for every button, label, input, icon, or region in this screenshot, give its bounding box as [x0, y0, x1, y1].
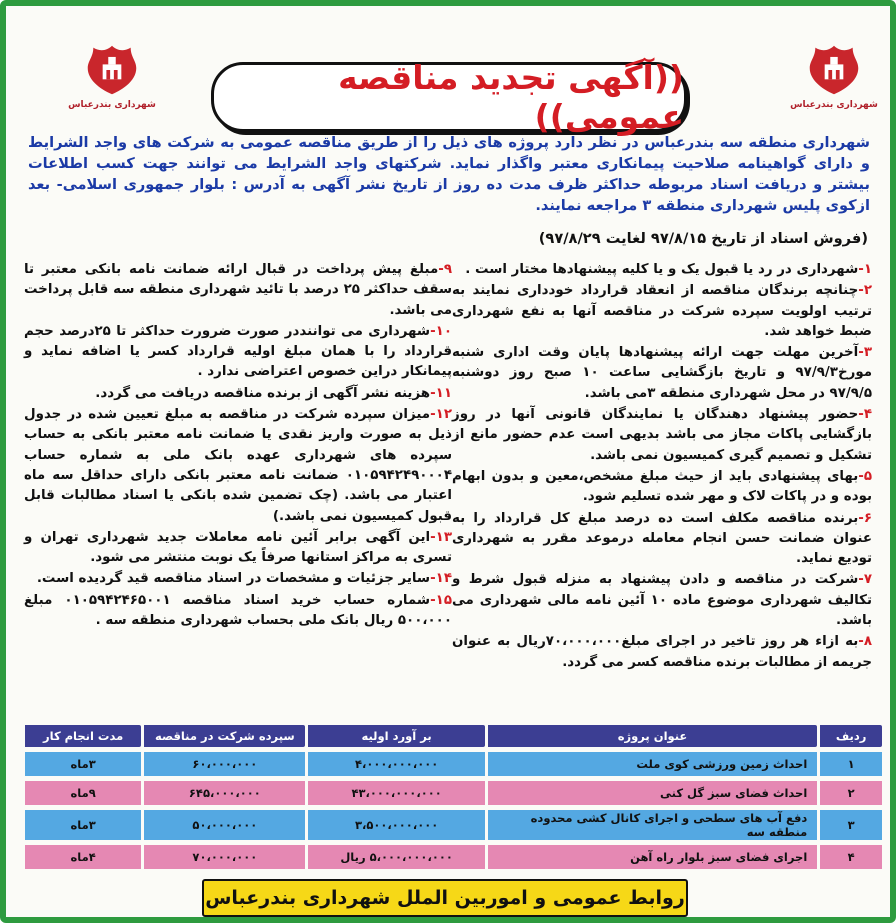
clause: ۸-به ازاء هر روز تاخیر در اجرای مبلغ۷۰،۰۰۰،۰۰۰ریال به عنوان جریمه از مطالبات برنده مناقصه کسر می گردد.	[452, 634, 872, 670]
clause: ۱۴-سایر جزئیات و مشخصات در اسناد مناقصه قید گردیده است.	[36, 571, 452, 587]
cell-estimate: ۳،۵۰۰،۰۰۰،۰۰۰	[305, 810, 484, 840]
sale-dates: (فروش اسناد از تاریخ ۹۷/۸/۱۵ لغایت ۹۷/۸/۲۹)	[538, 230, 868, 247]
clause: ۵-بهای پیشنهادی باید از حیث مبلغ مشخص،معین و بدون ابهام بوده و در پاکات لاک و مهر شده تسلیم شود.	[452, 468, 872, 505]
footer-banner	[202, 879, 688, 917]
clause: ۶-برنده مناقصه مکلف است ده درصد مبلغ کل قرارداد را به عنوان ضمانت حسن انجام معامله درموعد مقرر به شهرداری تودیع نماید.	[452, 510, 872, 567]
cell-estimate: ۴،۰۰۰،۰۰۰،۰۰۰	[305, 752, 484, 776]
municipality-logo-right	[788, 42, 880, 132]
footer-text: روابط عمومی و اموربین الملل شهرداری بندرعباس	[205, 887, 685, 909]
clauses-right-column	[452, 260, 872, 674]
cell-project: دفع آب های سطحی و اجرای کانال کشی محدوده منطقه سه	[485, 810, 818, 840]
cell-deposit: ۶۰،۰۰۰،۰۰۰	[141, 752, 305, 776]
col-header-duration: مدت انجام کار	[22, 725, 141, 747]
clauses-left-column	[24, 260, 452, 632]
municipality-logo-left	[66, 42, 158, 132]
col-header-row-number: ردیف	[817, 725, 882, 747]
clause: ۱-شهرداری در رد یا قبول یک و یا کلیه پیشنهادها مختار است .	[465, 262, 872, 277]
cell-estimate: ۴۳،۰۰۰،۰۰۰،۰۰۰	[305, 781, 484, 805]
clause: ۱۲-میزان سپرده شرکت در مناقصه به مبلغ تعیین شده در جدول ذیل به صورت واریز نقدی یا ضمانت نامه معتبر بانکی به حساب سپرده های شهرداری عهده بانک ملی به شماره حساب ۰۱۰۵۹۴۲۴۹۰۰۰۴ ضمانت نامه معتبر بانکی دارای حداقل سه ماه اعتبار می باشد. (چک تضمین شده بانکی یا اسناد مطالبات قابل قبول کمیسیون نمی باشد.)	[24, 407, 452, 524]
clause: ۱۵-شماره حساب خرید اسناد مناقصه ۰۱۰۵۹۴۲۴۶۵۰۰۱ مبلغ ۵۰۰،۰۰۰ ریال بانک ملی بحساب شهرداری منطقه سه .	[24, 592, 452, 629]
cell-duration: ۳ماه	[22, 752, 141, 776]
table-row	[22, 845, 882, 869]
clause: ۱۱-هزینه نشر آگهی از برنده مناقصه دریافت می گردد.	[95, 385, 452, 401]
cell-duration: ۳ماه	[22, 810, 141, 840]
title-banner	[211, 58, 687, 136]
page-title: ((آگهی تجدید مناقصه عمومی))	[338, 58, 684, 136]
clause: ۱۳-این آگهی برابر آئین نامه معاملات جدید شهرداری تهران و تسری به مراکز استانها صرفاً یک نوبت منتشر می شود.	[24, 529, 452, 566]
col-header-estimate: بر آورد اولیه	[305, 725, 484, 747]
cell-estimate: ۵،۰۰۰،۰۰۰،۰۰۰ ریال	[305, 845, 484, 869]
clause: ۳-آخرین مهلت جهت ارائه پیشنهادها پایان وقت اداری شنبه مورخ۹۷/۹/۳ و تاریخ بازگشایی ساعت ۱۰ صبح روز دوشنبه ۹۷/۹/۵ در محل شهرداری منطقه ۳می باشد.	[452, 345, 872, 401]
logo-caption: شهرداری بندرعباس	[790, 100, 878, 110]
clause: ۹-مبلغ پیش پرداخت در قبال ارائه ضمانت نامه بانکی معتبر تا سقف حداکثر ۲۵ درصد با تائید شهرداری منطقه سه قابل پرداخت می باشد.	[24, 262, 452, 318]
cell-deposit: ۵۰،۰۰۰،۰۰۰	[141, 810, 305, 840]
cell-deposit: ۷۰،۰۰۰،۰۰۰	[141, 845, 305, 869]
cell-duration: ۹ماه	[22, 781, 141, 805]
cell-row-number: ۲	[817, 781, 882, 805]
cell-row-number: ۴	[817, 845, 882, 869]
cell-duration: ۴ماه	[22, 845, 141, 869]
municipality-emblem-icon	[84, 42, 140, 98]
cell-row-number: ۳	[817, 810, 882, 840]
table-row	[22, 810, 882, 840]
col-header-project: عنوان پروژه	[485, 725, 818, 747]
logo-caption: شهرداری بندرعباس	[68, 100, 156, 110]
projects-table	[22, 720, 882, 874]
cell-deposit: ۶۴۵،۰۰۰،۰۰۰	[141, 781, 305, 805]
cell-row-number: ۱	[817, 752, 882, 776]
clause: ۷-شرکت در مناقصه و دادن پیشنهاد به منزله قبول شرط و تکالیف شهرداری موضوع ماده ۱۰ آئین نامه مالی شهرداری می باشد.	[452, 572, 872, 629]
cell-project: احداث زمین ورزشی کوی ملت	[485, 752, 818, 776]
table-header-row	[22, 725, 882, 747]
intro-paragraph: شهرداری منطقه سه بندرعباس در نظر دارد پروژه های ذیل را از طریق مناقصه عمومی به شرکت های واجد الشرایط و دارای گواهینامه صلاحیت پیمانکاری معتبر واگذار نماید. شرکتهای واجد الشرایط می توانند جهت کسب اطلاعات بیشتر و دریافت اسناد مربوطه حداکثر ظرف مدت ده روز از تاریخ نشر آگهی به آدرس : بلوار جمهوری اسلامی- بعد ازکوی پلیس شهرداری منطقه ۳ مراجعه نمایند.	[28, 134, 870, 214]
table-row	[22, 781, 882, 805]
cell-project: احداث فضای سبز گل کنی	[485, 781, 818, 805]
clause: ۴-حضور پیشنهاد دهندگان یا نمایندگان قانونی آنها در روز بازگشایی پاکات مجاز می باشد بدیهی است عدم حضور مانع از تشکیل و تصمیم گیری کمیسیون نمی باشد.	[452, 407, 872, 463]
col-header-deposit: سپرده شرکت در مناقصه	[141, 725, 305, 747]
table-row	[22, 752, 882, 776]
clause: ۱۰-شهرداری می تواننددر صورت ضرورت حداکثر تا ۲۵درصد حجم قرارداد را با همان مبلغ اولیه قرارداد کسر یا اضافه نماید و پیمانکار دراین خصوص اعتراضی ندارد .	[24, 323, 452, 380]
cell-project: اجرای فضای سبز بلوار راه آهن	[485, 845, 818, 869]
municipality-emblem-icon	[806, 42, 862, 98]
clause: ۲-چنانچه برندگان مناقصه از انعقاد قرارداد خودداری نمایند به ترتیب اولویت سپرده شرکت در مناقصه آنها به نفع شهرداری ضبط خواهد شد.	[452, 283, 872, 339]
